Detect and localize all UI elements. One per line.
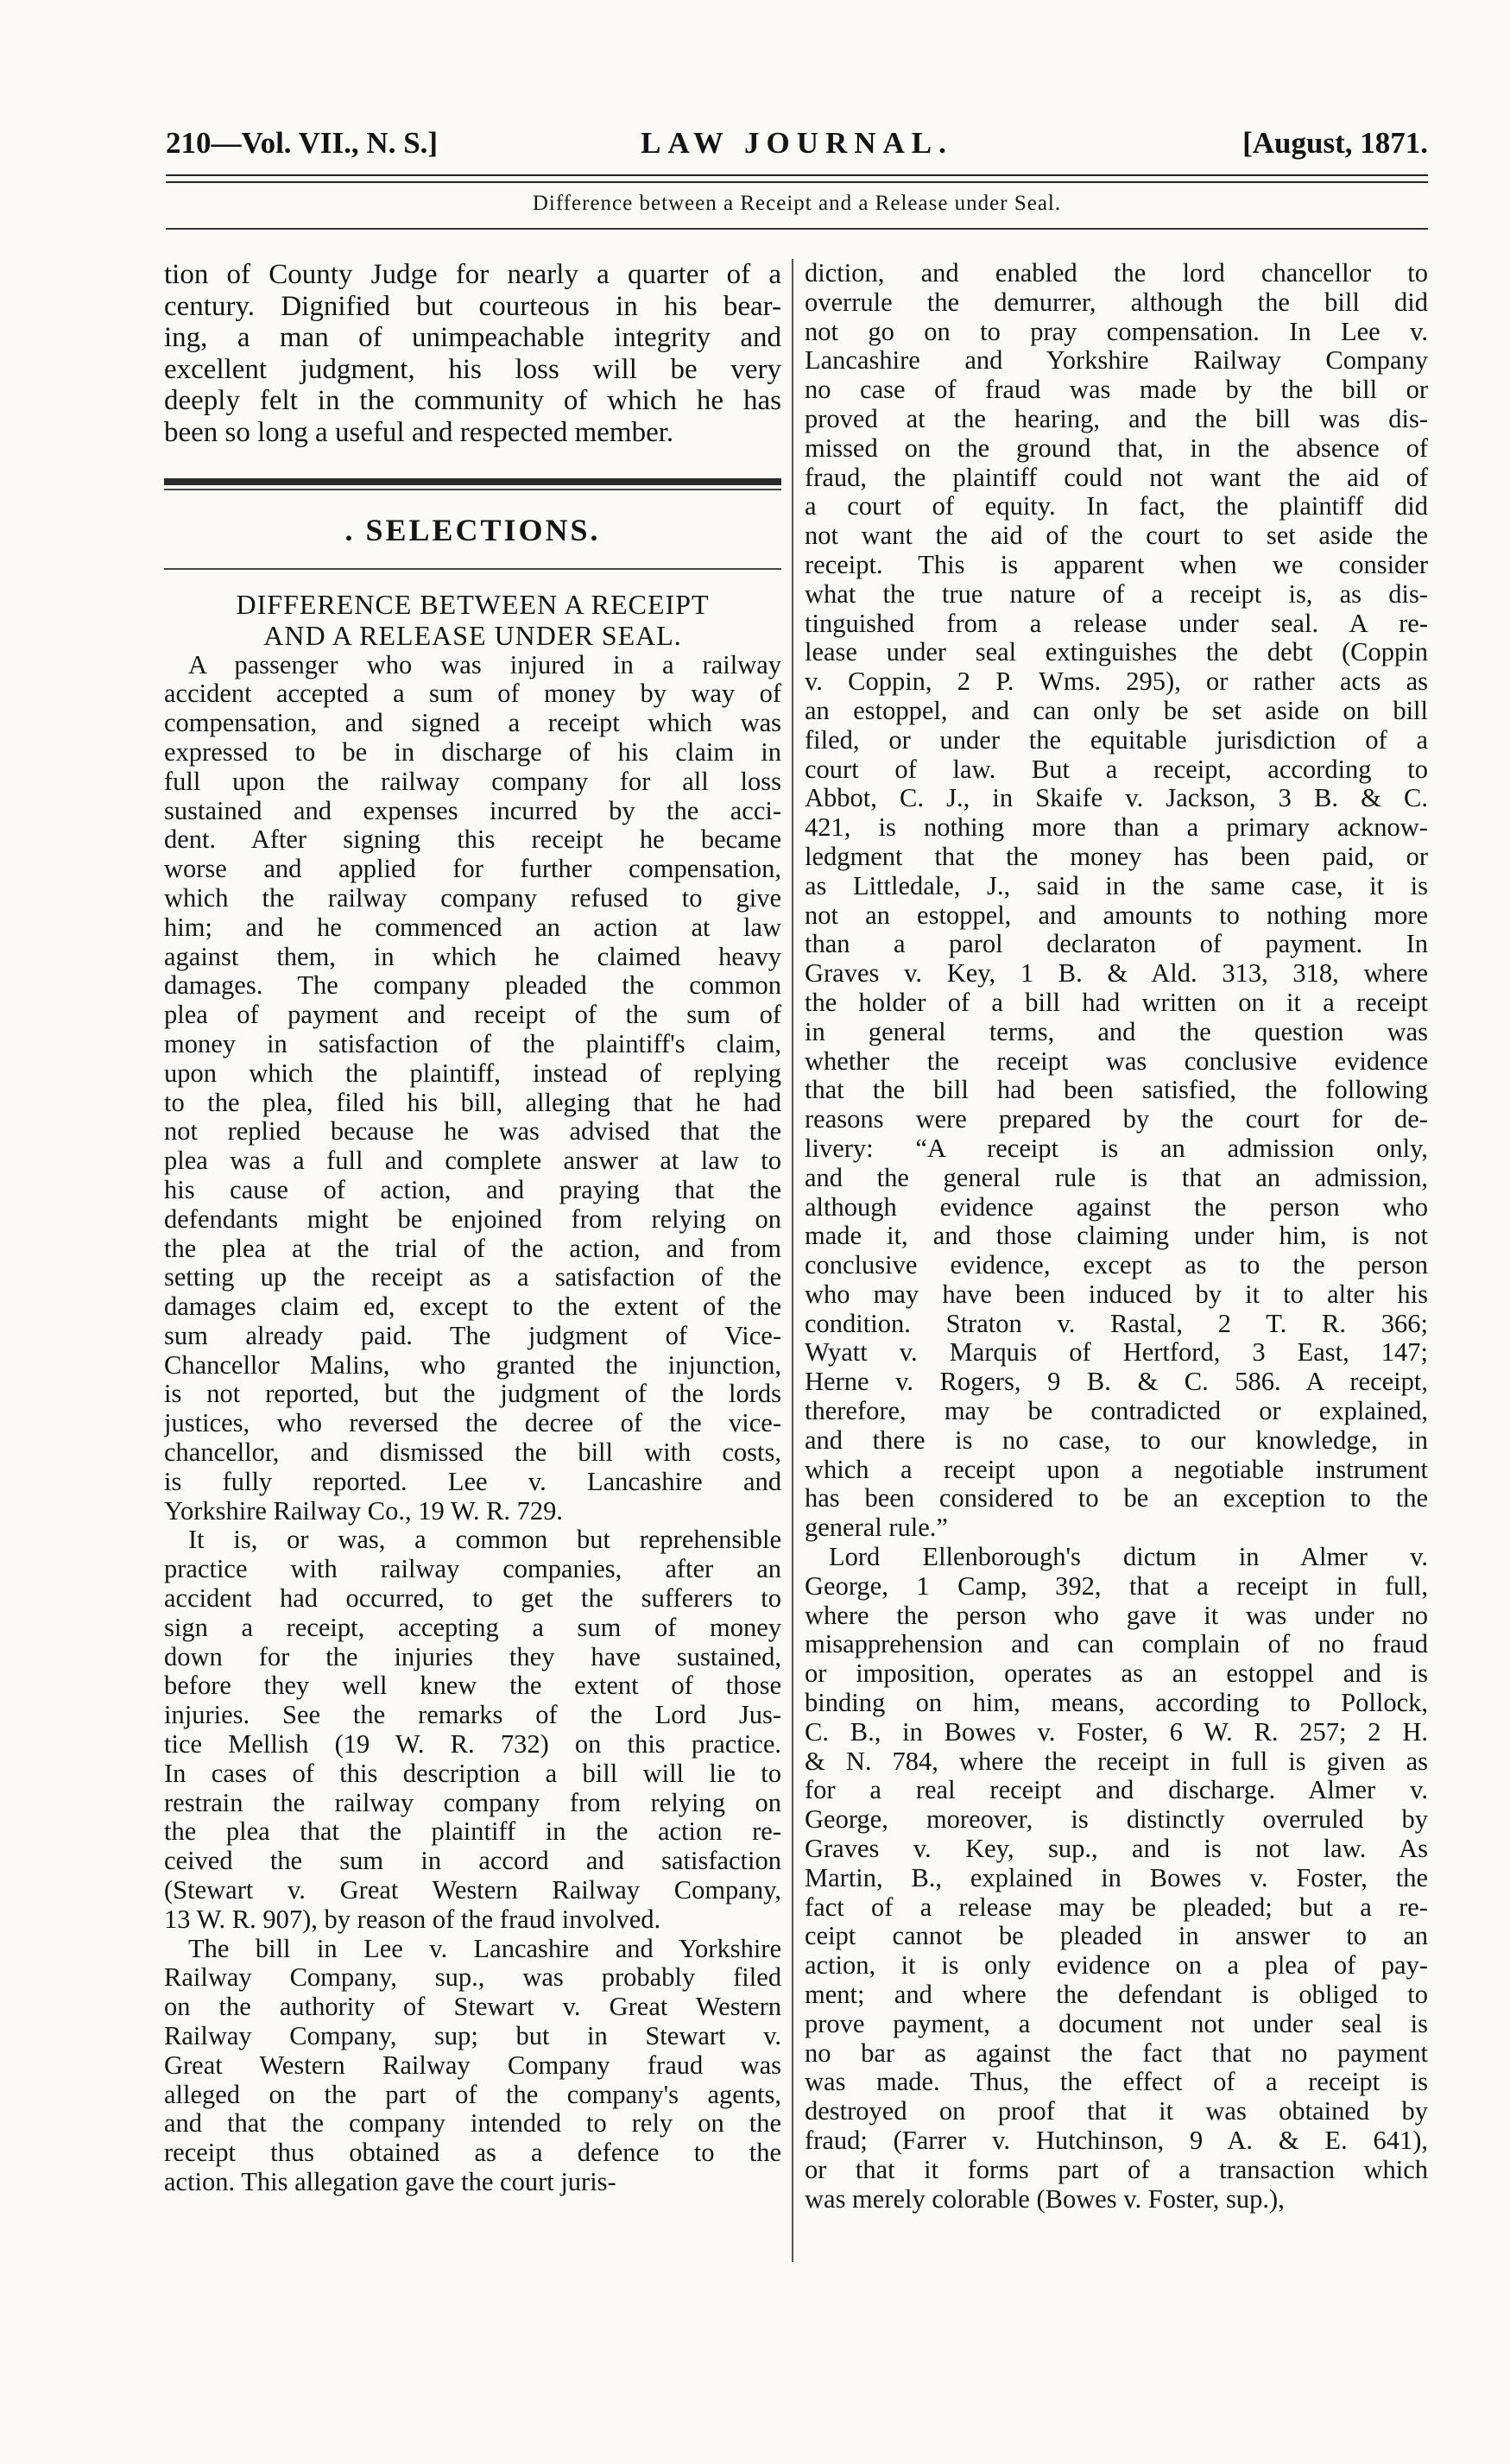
heading-line: AND A RELEASE UNDER SEAL. <box>263 619 682 651</box>
body-line: and there is no case, to our knowledge, in <box>805 1425 1428 1455</box>
body-line: damages claim ed, except to the extent of the <box>164 1292 781 1322</box>
body-line: which a receipt upon a negotiable instrument <box>805 1455 1428 1484</box>
column-divider <box>792 259 793 2262</box>
body-line: sustained and expenses incurred by the acci- <box>164 796 781 825</box>
body-line: diction, and enabled the lord chancellor to <box>805 259 1428 287</box>
body-line: the holder of a bill had written on it a receipt <box>805 988 1428 1017</box>
header-date: [August, 1871. <box>1242 126 1428 160</box>
running-header <box>166 126 1428 164</box>
intro-line: ing, a man of unimpeachable integrity and <box>164 322 781 354</box>
body-line: C. B., in Bowes v. Foster, 6 W. R. 257; 2 H. <box>805 1717 1428 1747</box>
body-line: to the plea, filed his bill, alleging that he had <box>164 1088 781 1117</box>
section-title: . SELECTIONS. <box>344 512 601 547</box>
body-line: reasons were prepared by the court for de- <box>805 1105 1428 1134</box>
body-line: not go on to pray compensation. In Lee v. <box>805 317 1428 346</box>
body-line: v. Coppin, 2 P. Wms. 295), or rather acts as <box>805 667 1428 697</box>
body-line: whether the receipt was conclusive evidence <box>805 1046 1428 1076</box>
header-double-rule <box>166 174 1428 183</box>
right-body-text <box>805 259 1428 2214</box>
heading-line: DIFFERENCE BETWEEN A RECEIPT <box>236 588 710 620</box>
body-line: (Stewart v. Great Western Railway Company, <box>164 1876 781 1905</box>
body-line: ceived the sum in accord and satisfaction <box>164 1847 781 1876</box>
body-line: Wyatt v. Marquis of Hertford, 3 East, 147; <box>805 1338 1428 1368</box>
section-title-rule <box>164 568 781 570</box>
body-line: chancellor, and dismissed the bill with costs, <box>164 1438 781 1468</box>
body-line: 13 W. R. 907), by reason of the fraud involved. <box>164 1905 661 1934</box>
body-line: ment; and where the defendant is obliged to <box>805 1981 1428 2010</box>
intro-paragraph <box>164 259 781 449</box>
body-line: destroyed on proof that it was obtained by <box>805 2097 1428 2126</box>
body-line: Martin, B., explained in Bowes v. Foster, the <box>805 1863 1428 1892</box>
left-body-text <box>164 651 781 2197</box>
body-line: in general terms, and the question was <box>805 1017 1428 1046</box>
body-line: court of law. But a receipt, according to <box>805 755 1428 784</box>
body-line: plea of payment and receipt of the sum of <box>164 1001 781 1030</box>
body-line: lease under seal extinguishes the debt (Coppin <box>805 638 1428 667</box>
article-running-title: Difference between a Receipt and a Release under Seal. <box>532 192 1062 215</box>
body-line: justices, who reversed the decree of the vice- <box>164 1409 781 1438</box>
section-thin-rule <box>164 489 781 490</box>
intro-line: excellent judgment, his loss will be very <box>164 353 781 385</box>
body-line: Graves v. Key, 1 B. & Ald. 313, 318, where <box>805 959 1428 989</box>
body-line: down for the injuries they have sustained, <box>164 1642 781 1671</box>
header-journal-title: LAW JOURNAL. <box>641 126 953 160</box>
body-line: has been considered to be an exception to the <box>805 1484 1428 1513</box>
body-line: Railway Company, sup; but in Stewart v. <box>164 2022 781 2051</box>
body-line: practice with railway companies, after an <box>164 1555 781 1584</box>
body-line: where the person who gave it was under no <box>805 1601 1428 1630</box>
body-line: overrule the demurrer, although the bill did <box>805 287 1428 317</box>
header-volume: 210—Vol. VII., N. S.] <box>166 126 439 160</box>
body-line: setting up the receipt as a satisfaction of the <box>164 1263 781 1292</box>
body-line: not want the aid of the court to set aside the <box>805 521 1428 551</box>
right-column <box>805 259 1428 2214</box>
body-line: no case of fraud was made by the bill or <box>805 376 1428 405</box>
body-line: Graves v. Key, sup., and is not law. As <box>805 1835 1428 1864</box>
intro-line: tion of County Judge for nearly a quarter of a <box>164 259 781 290</box>
body-line: on the authority of Stewart v. Great Western <box>164 1993 781 2022</box>
body-line: who may have been induced by it to alter his <box>805 1279 1428 1309</box>
body-line: proved at the hearing, and the bill was dis- <box>805 404 1428 433</box>
body-line: condition. Straton v. Rastal, 2 T. R. 366; <box>805 1309 1428 1338</box>
body-line: the plea that the plaintiff in the action re- <box>164 1817 781 1847</box>
body-line: In cases of this description a bill will lie to <box>164 1759 781 1788</box>
body-line: not an estoppel, and amounts to nothing more <box>805 900 1428 930</box>
body-line: The bill in Lee v. Lancashire and Yorkshire <box>188 1934 781 1963</box>
body-line: George, moreover, is distinctly overruled by <box>805 1805 1428 1835</box>
body-line: damages. The company pleaded the common <box>164 971 781 1001</box>
body-line: fraud; (Farrer v. Hutchinson, 9 A. & E. 641), <box>805 2126 1428 2155</box>
body-line: receipt. This is apparent when we consider <box>805 550 1428 579</box>
body-line: him; and he commenced an action at law <box>164 913 781 942</box>
body-line: & N. 784, where the receipt in full is given as <box>805 1747 1428 1776</box>
body-line: sign a receipt, accepting a sum of money <box>164 1613 781 1642</box>
intro-line: been so long a useful and respected member. <box>164 416 674 448</box>
body-line: Lord Ellenborough's dictum in Almer v. <box>829 1543 1428 1572</box>
body-line: was merely colorable (Bowes v. Foster, sup.), <box>805 2184 1285 2214</box>
body-line: general rule.” <box>805 1513 948 1543</box>
body-line: Herne v. Rogers, 9 B. & C. 586. A receipt, <box>805 1368 1428 1397</box>
body-line: was made. Thus, the effect of a receipt is <box>805 2068 1428 2097</box>
body-line: before they well knew the extent of those <box>164 1671 781 1701</box>
body-line: conclusive evidence, except as to the person <box>805 1251 1428 1280</box>
body-line: action, it is only evidence on a plea of pay- <box>805 1951 1428 1981</box>
body-line: George, 1 Camp, 392, that a receipt in full, <box>805 1571 1428 1601</box>
body-line: Railway Company, sup., was probably filed <box>164 1963 781 1993</box>
body-line: not replied because he was advised that the <box>164 1117 781 1147</box>
body-line: sum already paid. The judgment of Vice- <box>164 1321 781 1350</box>
body-line: alleged on the part of the company's agents, <box>164 2080 781 2109</box>
body-line: Abbot, C. J., in Skaife v. Jackson, 3 B. & C. <box>805 784 1428 813</box>
body-line: that the bill had been satisfied, the following <box>805 1076 1428 1105</box>
body-line: defendants might be enjoined from relying on <box>164 1204 781 1234</box>
body-line: It is, or was, a common but reprehensible <box>188 1526 781 1555</box>
body-line: or that it forms part of a transaction which <box>805 2155 1428 2184</box>
body-line: than a parol declaraton of payment. In <box>805 930 1428 959</box>
body-line: although evidence against the person who <box>805 1192 1428 1222</box>
body-line: upon which the plaintiff, instead of replying <box>164 1058 781 1088</box>
body-line: misapprehension and can complain of no fraud <box>805 1630 1428 1659</box>
subheader-rule <box>166 228 1428 230</box>
body-line: Yorkshire Railway Co., 19 W. R. 729. <box>164 1496 564 1526</box>
body-line: expressed to be in discharge of his claim in <box>164 737 781 767</box>
body-line: plea was a full and complete answer at law to <box>164 1147 781 1176</box>
body-line: filed, or under the equitable jurisdiction of a <box>805 725 1428 755</box>
body-line: his cause of action, and praying that the <box>164 1175 781 1204</box>
body-line: made it, and those claiming under him, is not <box>805 1222 1428 1251</box>
body-line: Lancashire and Yorkshire Railway Company <box>805 346 1428 376</box>
intro-line: century. Dignified but courteous in his bear- <box>164 290 781 322</box>
body-line: fraud, the plaintiff could not want the aid of <box>805 463 1428 492</box>
body-line: accident had occurred, to get the sufferers to <box>164 1584 781 1614</box>
body-line: a court of equity. In fact, the plaintiff did <box>805 492 1428 521</box>
body-line: livery: “A receipt is an admission only, <box>805 1134 1428 1163</box>
body-line: is not reported, but the judgment of the lords <box>164 1380 781 1409</box>
body-line: and the general rule is that an admission, <box>805 1163 1428 1192</box>
body-line: Chancellor Malins, who granted the injunction, <box>164 1350 781 1380</box>
body-line: action. This allegation gave the court juris- <box>164 2168 616 2196</box>
section-heavy-rule <box>164 478 781 485</box>
body-line: receipt thus obtained as a defence to the <box>164 2139 781 2168</box>
body-line: no bar as against the fact that no payment <box>805 2038 1428 2068</box>
body-line: A passenger who was injured in a railway <box>188 650 781 679</box>
body-line: worse and applied for further compensation, <box>164 855 781 884</box>
body-line: an estoppel, and can only be set aside on bill <box>805 696 1428 725</box>
body-line: compensation, and signed a receipt which was <box>164 709 781 738</box>
body-line: money in satisfaction of the plaintiff's claim, <box>164 1029 781 1058</box>
body-line: accident accepted a sum of money by way of <box>164 679 781 709</box>
body-line: which the railway company refused to give <box>164 883 781 913</box>
body-line: against them, in which he claimed heavy <box>164 942 781 971</box>
body-line: injuries. See the remarks of the Lord Jus- <box>164 1701 781 1730</box>
body-line: prove payment, a document not under seal is <box>805 2009 1428 2038</box>
body-line: restrain the railway company from relying on <box>164 1788 781 1817</box>
body-line: therefore, may be contradicted or explained, <box>805 1397 1428 1426</box>
left-column <box>164 259 781 2197</box>
article-heading <box>164 589 781 651</box>
body-line: tinguished from a release under seal. A re- <box>805 609 1428 638</box>
body-line: tice Mellish (19 W. R. 732) on this practice. <box>164 1730 781 1760</box>
intro-line: deeply felt in the community of which he has <box>164 385 781 417</box>
body-line: or imposition, operates as an estoppel and is <box>805 1659 1428 1689</box>
body-line: full upon the railway company for all loss <box>164 767 781 796</box>
body-line: binding on him, means, according to Pollock, <box>805 1689 1428 1718</box>
body-line: ledgment that the money has been paid, or <box>805 842 1428 871</box>
body-line: as Littledale, J., said in the same case, it is <box>805 871 1428 900</box>
body-line: for a real receipt and discharge. Almer v. <box>805 1776 1428 1805</box>
body-line: and that the company intended to rely on the <box>164 2109 781 2139</box>
body-line: fact of a release may be pleaded; but a re- <box>805 1892 1428 1922</box>
body-line: the plea at the trial of the action, and from <box>164 1234 781 1263</box>
body-line: ceipt cannot be pleaded in answer to an <box>805 1922 1428 1951</box>
body-line: Great Western Railway Company fraud was <box>164 2050 781 2080</box>
body-line: what the true nature of a receipt is, as dis- <box>805 579 1428 609</box>
body-line: is fully reported. Lee v. Lancashire and <box>164 1467 781 1496</box>
body-line: missed on the ground that, in the absence of <box>805 433 1428 463</box>
body-line: 421, is nothing more than a primary acknow- <box>805 813 1428 843</box>
body-line: dent. After signing this receipt he became <box>164 825 781 855</box>
